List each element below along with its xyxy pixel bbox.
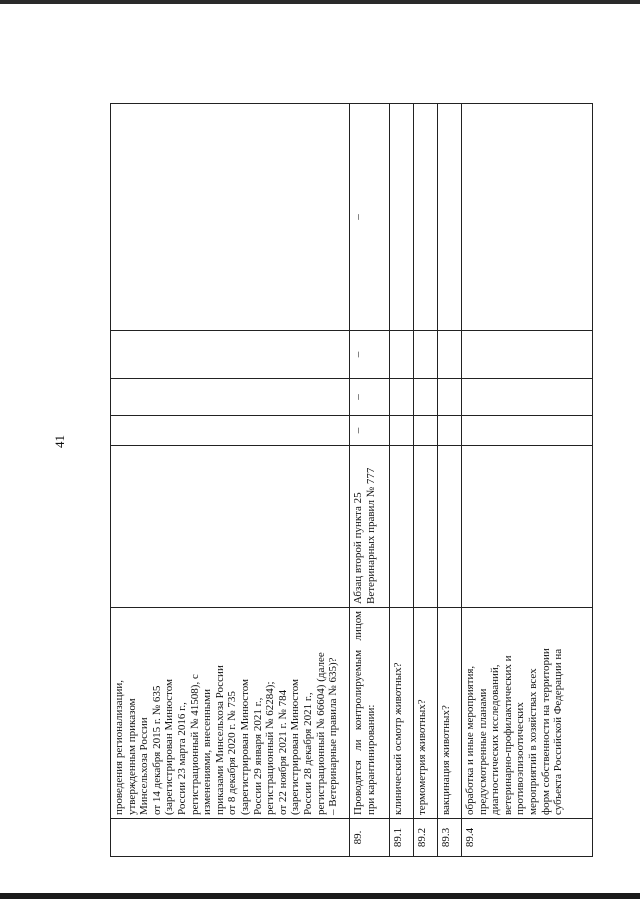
answer-yes-cell: – (350, 416, 390, 446)
note-cell: – (350, 104, 390, 331)
row-number: 89.1 (390, 819, 414, 857)
answer-na-cell (438, 331, 462, 379)
table-row (438, 104, 462, 857)
answer-na-cell (390, 331, 414, 379)
answer-yes-cell (438, 416, 462, 446)
answer-no-cell (414, 379, 438, 416)
question-text: Проводятся ли контролируемым лицом при карантинировании: (350, 608, 390, 819)
table-row (390, 104, 414, 857)
question-text: клинический осмотр животных? (390, 608, 414, 819)
reference-text (390, 446, 414, 608)
row-number: 89.3 (438, 819, 462, 857)
table-row (414, 104, 438, 857)
row-number: 89.4 (462, 819, 593, 857)
note-cell (438, 104, 462, 331)
answer-no-cell (462, 379, 593, 416)
row-number: 89. (350, 819, 390, 857)
reference-text: Абзац второй пункта 25 Ветеринарных правил № 777 (350, 446, 390, 608)
table-row (350, 104, 390, 857)
answer-na-cell (414, 331, 438, 379)
answer-yes-cell (390, 416, 414, 446)
table-row (111, 104, 350, 857)
answer-na-cell: – (350, 331, 390, 379)
page-number: 41 (52, 435, 67, 448)
answer-no-cell (438, 379, 462, 416)
table-row (462, 104, 593, 857)
answer-na-cell (462, 331, 593, 379)
answer-na-cell (111, 331, 350, 379)
reference-text (438, 446, 462, 608)
answer-yes-cell (414, 416, 438, 446)
question-text: обработка и иные мероприятия, предусмотренные планами диагностических исследований, ветеринарно-профилактических и противоэпизоотических мероприятий в хозяйствах всех форм собственности на территории субъекта Российской Федерации на (462, 608, 593, 819)
reference-text (462, 446, 593, 608)
scan-bottom-edge (0, 893, 640, 899)
answer-yes-cell (462, 416, 593, 446)
reference-text (111, 446, 350, 608)
row-number: 89.2 (414, 819, 438, 857)
checklist-table (110, 103, 593, 857)
answer-yes-cell (111, 416, 350, 446)
reference-text (414, 446, 438, 608)
question-text: термометрия животных? (414, 608, 438, 819)
note-cell (111, 104, 350, 331)
question-text: проведения регионализации, утвержденным приказом Минсельхоза России от 14 декабря 2015 г. № 635 (зарегистрирован Минюстом России 23 марта 2016 г., регистрационный № 41508), с изменениями, внесенными приказами Минсельхоза России от 8 декабря 2020 г. № 735 (зарегистрирован Минюстом России 29 января 2021 г., регистрационный № 62284); от 22 ноября 2021 г. № 784 (зарегистрирован Минюстом России 28 декабря 2021 г., регистрационный № 66604) (далее – Ветеринарные правила № 635)? (111, 608, 350, 819)
note-cell (390, 104, 414, 331)
answer-no-cell (390, 379, 414, 416)
checklist-table-rotated (110, 104, 592, 857)
question-text: вакцинация животных? (438, 608, 462, 819)
scan-top-edge (0, 0, 640, 4)
row-number (111, 819, 350, 857)
note-cell (462, 104, 593, 331)
answer-no-cell (111, 379, 350, 416)
note-cell (414, 104, 438, 331)
answer-no-cell: – (350, 379, 390, 416)
